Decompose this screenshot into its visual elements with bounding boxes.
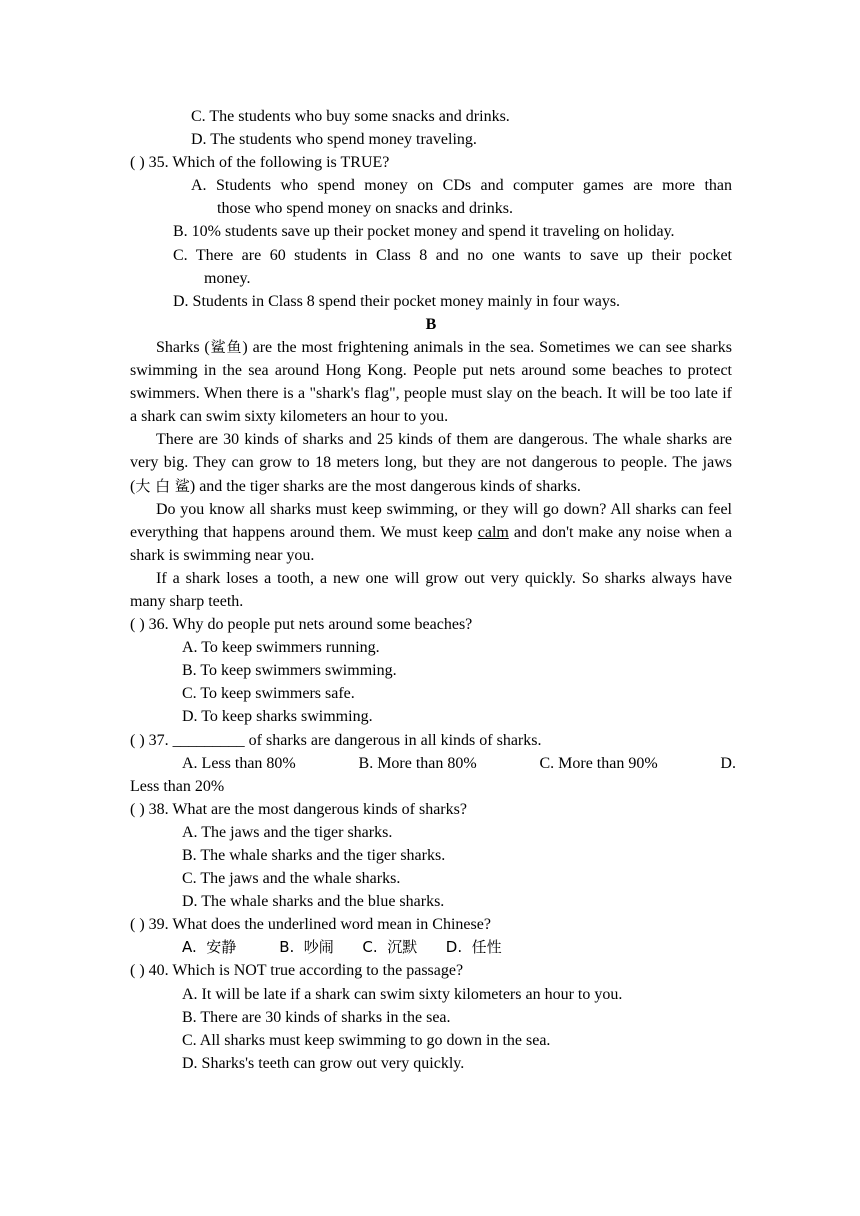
q35-option-c-line1: C. There are 60 students in Class 8 and no one wants to save up their pocket [173, 246, 732, 264]
q35-option-d: D. Students in Class 8 spend their pocket money mainly in four ways. [173, 292, 621, 310]
q36-option-c: C. To keep swimmers safe. [182, 685, 355, 703]
q34-option-d: D. The students who spend money traveling. [191, 131, 477, 149]
q40-stem: ( ) 40. Which is NOT true according to the passage? [130, 962, 464, 980]
q36-stem: ( ) 36. Why do people put nets around some beaches? [130, 616, 473, 634]
q35-stem: ( ) 35. Which of the following is TRUE? [130, 154, 390, 172]
q37-options [130, 752, 736, 775]
passage-paragraph-3: Do you know all sharks must keep swimming, or they will go down? All sharks can feel everything that happens around them. We must keep calm and don't make any noise when a shark is swimming near you. [130, 500, 733, 564]
passage-paragraph-4: If a shark loses a tooth, a new one will grow out very quickly. So sharks always have many sharp teeth. [130, 569, 732, 610]
q38-option-b: B. The whale sharks and the tiger sharks. [182, 847, 446, 864]
q37-option-c: C. More than 90% [539, 754, 658, 772]
q36-option-a: A. To keep swimmers running. [182, 639, 380, 657]
q35-option-c-line2: money. [204, 269, 251, 287]
q37-option-d-label: D. [720, 754, 736, 772]
chinese-gloss: 鲨鱼 [209, 337, 243, 356]
underlined-word: calm [477, 523, 509, 541]
q37-option-a: A. Less than 80% [182, 754, 296, 772]
q37-stem: ( ) 37. _________ of sharks are dangerous in all kinds of sharks. [130, 731, 542, 749]
q36-option-d: D. To keep sharks swimming. [182, 708, 373, 726]
q38-option-c: C. The jaws and the whale sharks. [182, 870, 401, 888]
q37-option-d-text: Less than 20% [130, 777, 225, 795]
q40-option-a: A. It will be late if a shark can swim sixty kilometers an hour to you. [182, 985, 623, 1003]
q35-option-a-line1: A. Students who spend money on CDs and computer games are more than [191, 177, 732, 195]
chinese-gloss: 大 白 鲨 [135, 476, 190, 495]
q38-stem: ( ) 38. What are the most dangerous kinds of sharks? [130, 800, 467, 818]
q40-option-c: C. All sharks must keep swimming to go down in the sea. [182, 1031, 551, 1049]
q39-options: A. 安静 B. 吵闹 C. 沉默 D. 任性 [182, 938, 502, 957]
q35-option-b: B. 10% students save up their pocket money and spend it traveling on holiday. [173, 223, 675, 241]
q36-option-b: B. To keep swimmers swimming. [182, 662, 397, 680]
q38-option-a: A. The jaws and the tiger sharks. [182, 823, 393, 841]
q38-option-d: D. The whale sharks and the blue sharks. [182, 893, 445, 911]
q40-option-d: D. Sharks's teeth can grow out very quickly. [182, 1054, 465, 1072]
q37-option-b: B. More than 80% [358, 754, 477, 772]
section-heading: B [425, 315, 437, 333]
q40-option-b: B. There are 30 kinds of sharks in the sea. [182, 1008, 451, 1026]
passage-paragraph-1: Sharks (鲨鱼) are the most frightening animals in the sea. Sometimes we can see sharks swimming in the sea around Hong Kong. People put nets around some beaches to protect swimmers. When there is a "shark's flag", people must slay on the beach. It will be too late if a shark can swim sixty kilometers an hour to you. [130, 337, 732, 426]
passage-paragraph-2: There are 30 kinds of sharks and 25 kinds of them are dangerous. The whale sharks are very big. They can grow to 18 meters long, but they are not dangerous to people. The jaws (大 白 鲨) and the tiger sharks are the most dangerous kinds of sharks. [130, 431, 732, 495]
q35-option-a-line2: those who spend money on snacks and drinks. [217, 200, 513, 218]
exam-page [130, 105, 736, 1075]
q34-option-c: C. The students who buy some snacks and drinks. [191, 108, 510, 125]
q39-stem: ( ) 39. What does the underlined word mean in Chinese? [130, 916, 491, 934]
